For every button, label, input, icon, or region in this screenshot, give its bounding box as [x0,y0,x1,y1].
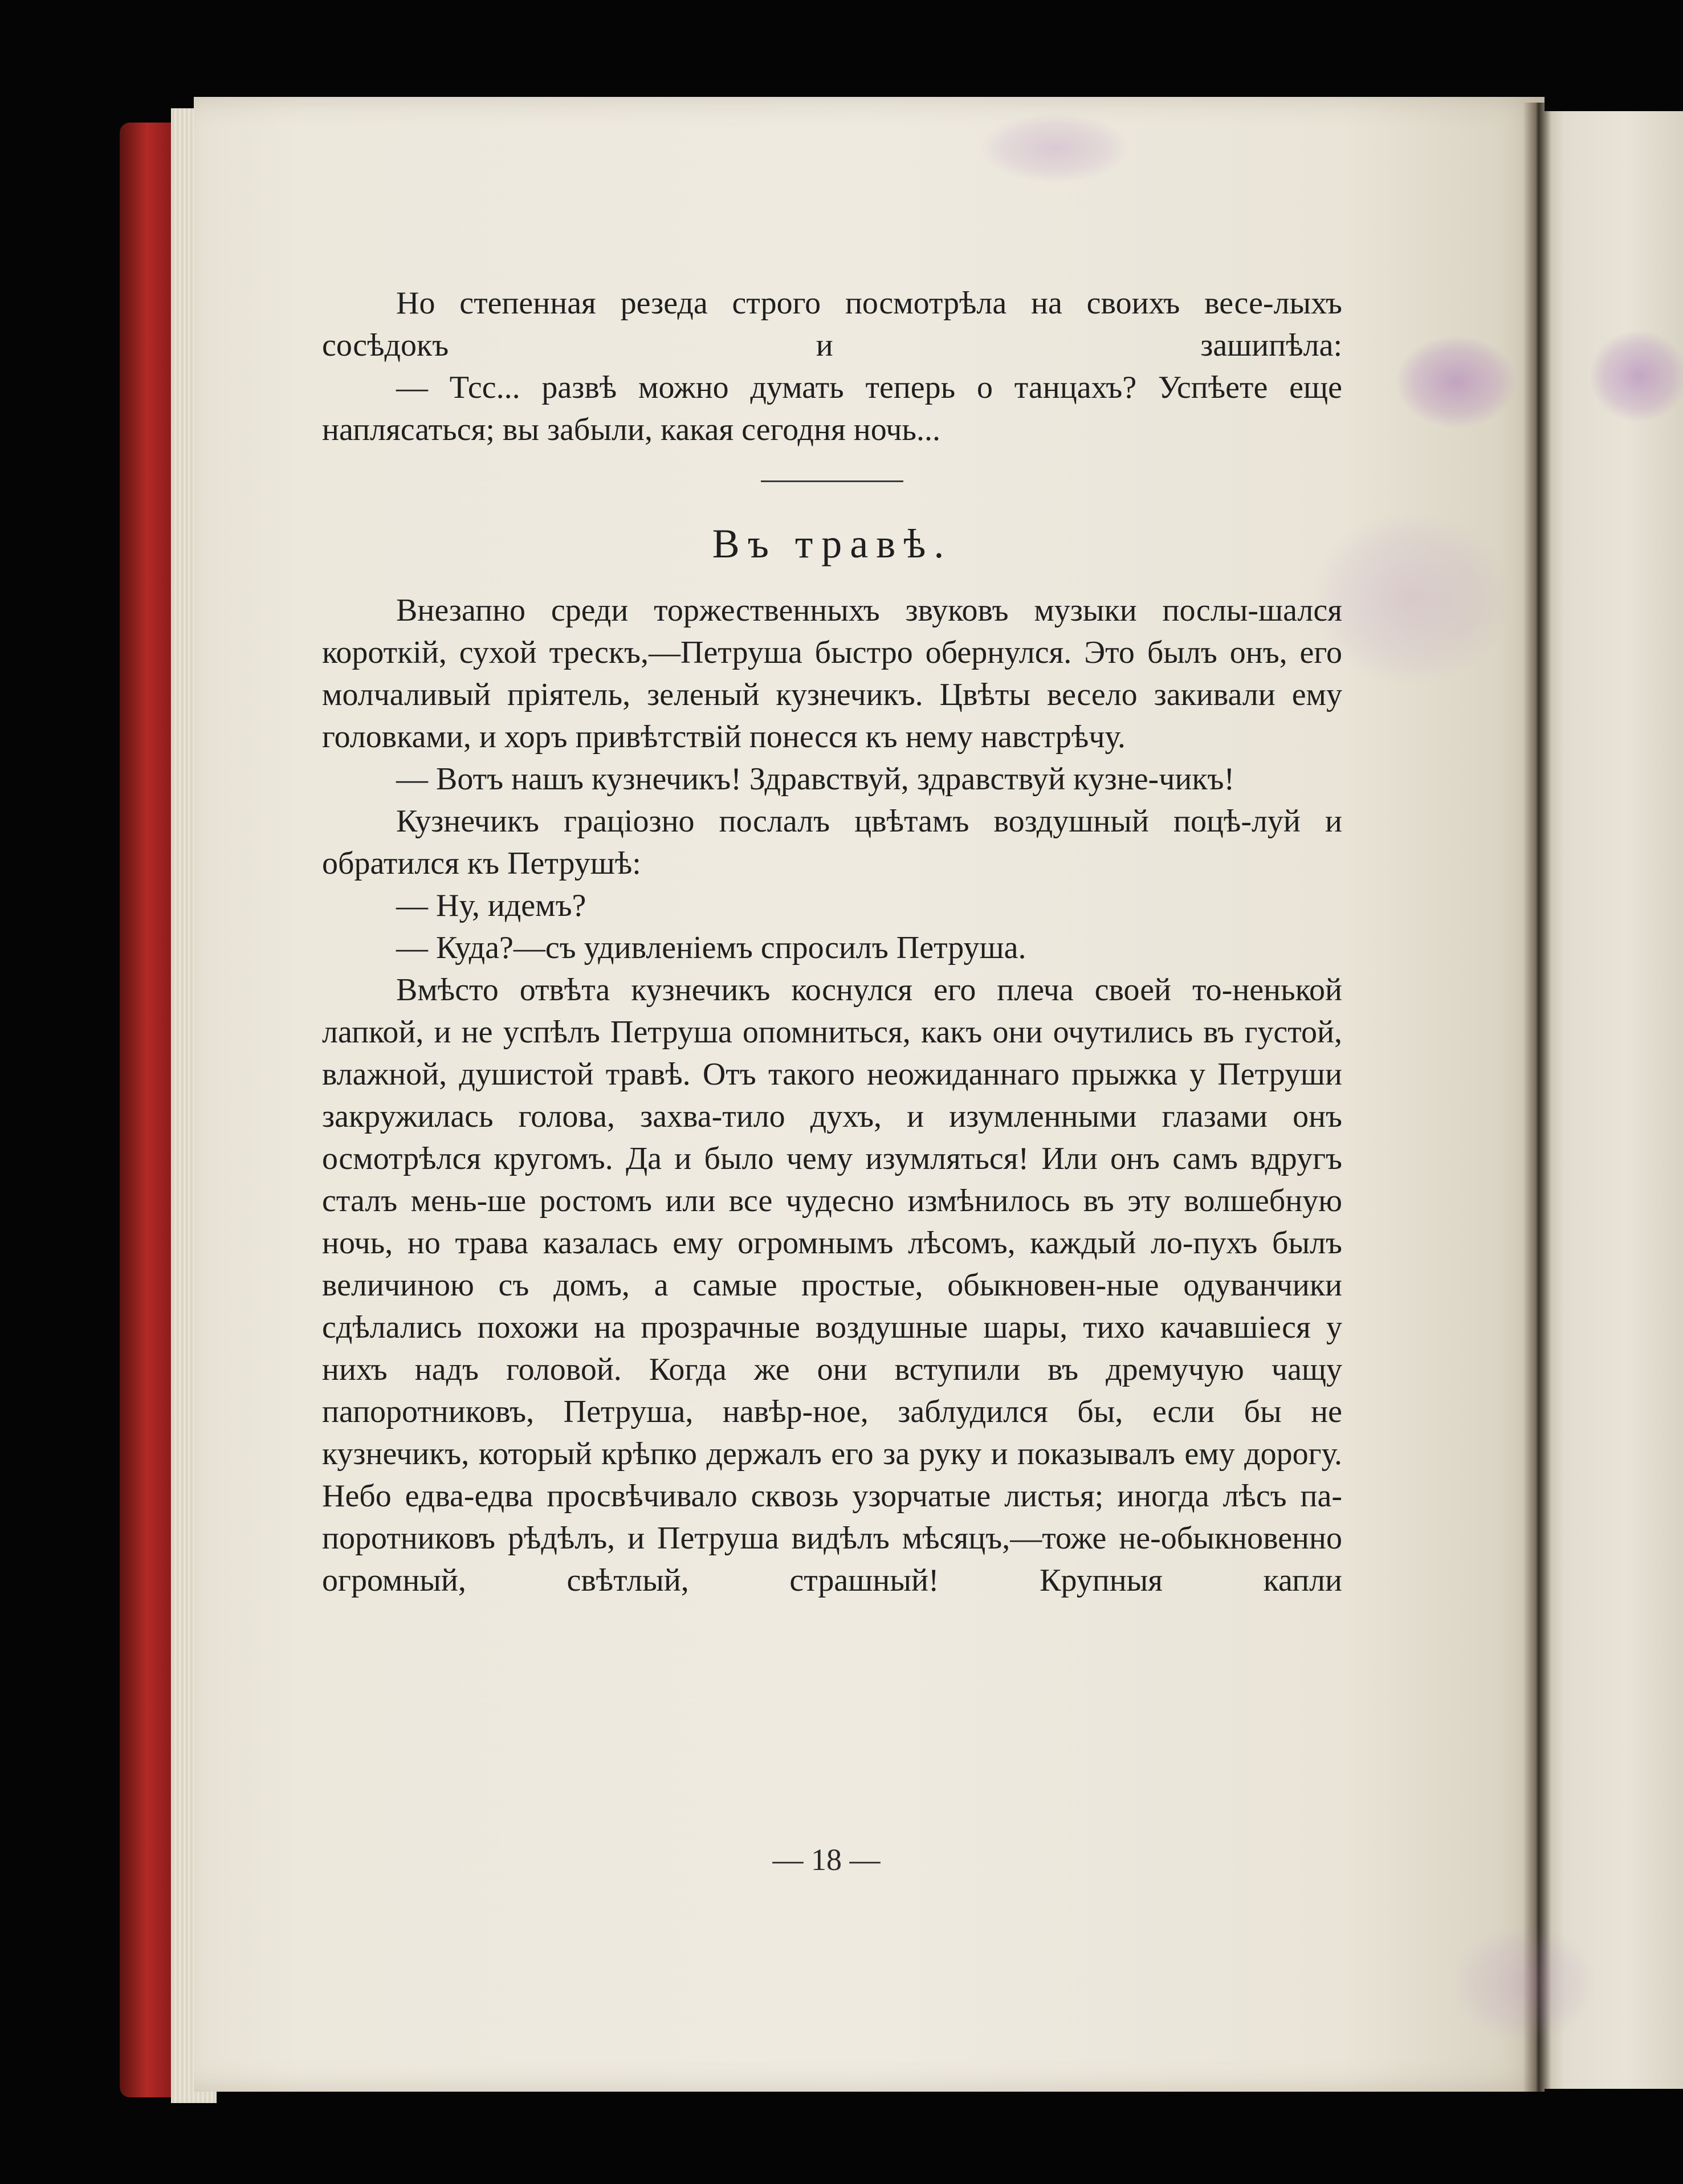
ink-stain [1590,331,1683,422]
section-heading: Въ травѣ. [712,521,952,567]
page-text [322,282,1342,1602]
paragraph: Внезапно среди торжественныхъ звуковъ музыки послы-шался короткій, сухой трескъ,—Петруша быстро обернулся. Это былъ онъ, его молчаливый пріятель, зеленый кузнечикъ. Цвѣты весело закивали ему головками, и хоръ привѣтствій понесся къ нему навстрѣчу. [322,593,1342,755]
paragraph: Вмѣсто отвѣта кузнечикъ коснулся его плеча своей то-ненькой лапкой, и не успѣлъ Петруша опомниться, какъ они очутились въ густой, влажной, душистой травѣ. Отъ такого неожиданнаго прыжка у Петруши закружилась голова, захва-тило духъ, и изумленными глазами онъ осмотрѣлся кругомъ. Да и было чему изумляться! Или онъ самъ вдругъ сталъ мень-ше ростомъ или все чудесно измѣнилось въ эту волшебную ночь, но трава казалась ему огромнымъ лѣсомъ, каждый ло-пухъ былъ величиною съ домъ, а самые простые, обыкновен-ные одуванчики сдѣлались похожи на прозрачные воздушные шары, тихо качавшіеся у нихъ надъ головой. Когда же они вступили въ дремучую чащу папоротниковъ, Петруша, навѣр-ное, заблудился бы, если бы не кузнечикъ, который крѣпко держалъ его за руку и показывалъ ему дорогу. Небо едва-едва просвѣчивало сквозь узорчатые листья; иногда лѣсъ па-поротниковъ рѣдѣлъ, и Петруша видѣлъ мѣсяцъ,—тоже не-обыкновенно огромный, свѣтлый, страшный! Крупныя капли [322,972,1342,1598]
paragraph: — Вотъ нашъ кузнечикъ! Здравствуй, здравствуй кузне-чикъ! [396,761,1235,797]
paragraph: Но степенная резеда строго посмотрѣла на своихъ весе-лыхъ сосѣдокъ и зашипѣла: [322,286,1342,363]
paragraph: — Тсс... развѣ можно думать теперь о танцахъ? Успѣете еще наплясаться; вы забыли, какая сегодня ночь... [322,370,1342,447]
ink-stain [980,114,1128,182]
paragraph: Кузнечикъ граціозно послалъ цвѣтамъ воздушный поцѣ-луй и обратился къ Петрушѣ: [322,804,1342,881]
paragraph: — Куда?—съ удивленіемъ спросилъ Петруша. [396,930,1026,965]
book-gutter [1523,103,1551,2092]
section-divider [761,480,903,482]
ink-stain [1453,1926,1596,2040]
page-number: — 18 — [772,1843,881,1877]
paragraph: — Ну, идемъ? [396,888,586,923]
ink-stain [1396,336,1516,427]
